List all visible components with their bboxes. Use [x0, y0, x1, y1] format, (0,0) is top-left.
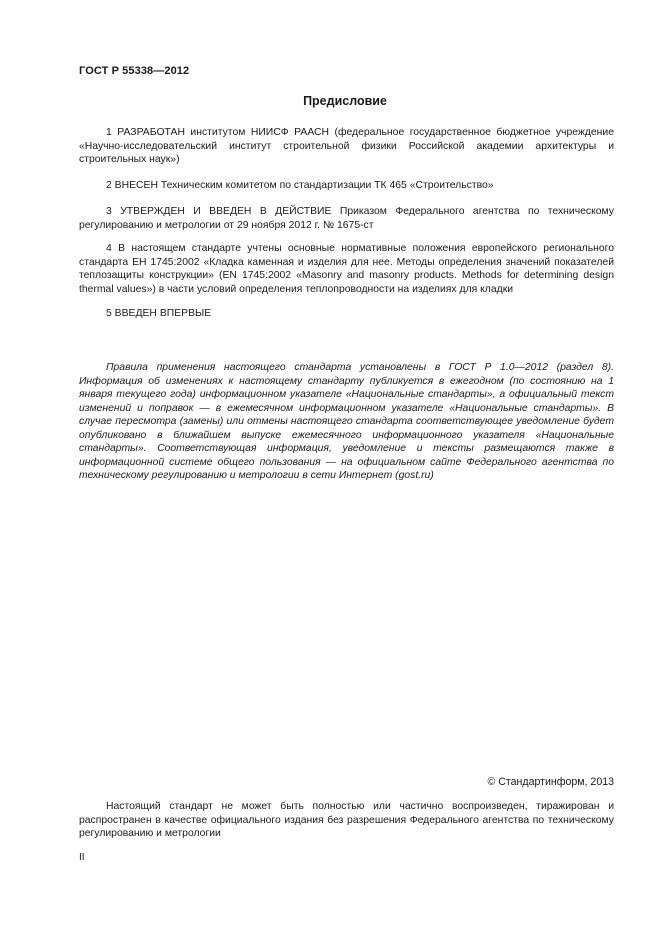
reproduction-notice: Настоящий стандарт не может быть полностью или частично воспроизведен, тиражирован и распространен в качестве официального издания без разрешения Федерального агентства по техническому регулированию и метрологии [79, 801, 614, 839]
document-id-header: ГОСТ Р 55338—2012 [79, 65, 190, 77]
foreword-item-5: 5 ВВЕДЕН ВПЕРВЫЕ [106, 308, 212, 319]
copyright-notice: © Стандартинформ, 2013 [487, 776, 614, 788]
foreword-item-2: 2 ВНЕСЕН Техническим комитетом по стандартизации ТК 465 «Строительство» [106, 180, 494, 191]
page-title: Предисловие [303, 94, 387, 108]
foreword-item-1: 1 РАЗРАБОТАН институтом НИИСФ РААСН (федеральное государственное бюджетное учреждение «Научно-исследовательский институт строительной физики Российской академии архитектуры и строительных наук») [79, 127, 614, 165]
foreword-item-3: 3 УТВЕРЖДЕН И ВВЕДЕН В ДЕЙСТВИЕ Приказом Федерального агентства по техническому регулированию и метрологии от 29 ноября 2012 г. № 1675-ст [79, 206, 614, 231]
foreword-item-4: 4 В настоящем стандарте учтены основные нормативные положения европейского регионального стандарта ЕН 1745:2002 «Кладка каменная и изделия для нее. Методы определения значений показателей теплозащиты конструкции» (EN 1745:2002 «Masonry and masonry products. Methods for determining design thermal values») в части условий определения теплопроводности на изделиях для кладки [79, 243, 614, 295]
page-number: II [79, 852, 85, 863]
rules-notice: Правила применения настоящего стандарта установлены в ГОСТ Р 1.0—2012 (раздел 8). Информация об изменениях к настоящему стандарту публикуется в ежегодном (по состоянию на 1 января текущего года) информационном указателе «Национальные стандарты», а официальный текст изменений и поправок — в ежемесячном информационном указателе «Национальные стандарты». В случае пересмотра (замены) или отмены настоящего стандарта соответствующее уведомление будет опубликовано в ближайшем выпуске ежемесячного информационного указателя «Национальные стандарты». Соответствующая информация, уведомление и тексты размещаются также в информационной системе общего пользования — на официальном сайте Федерального агентства по техническому регулированию и метрологии в сети Интернет (gost.ru) [79, 362, 614, 481]
